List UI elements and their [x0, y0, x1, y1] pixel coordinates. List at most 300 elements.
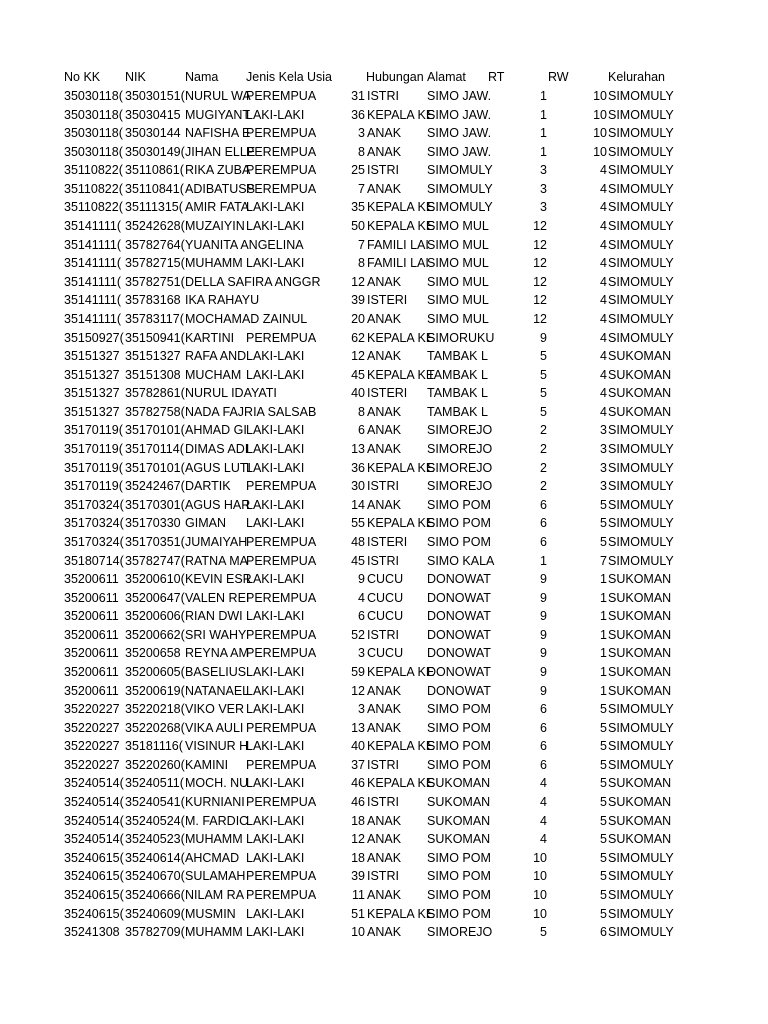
cell-no-kk[interactable]: 35240615(	[64, 850, 124, 865]
cell-jenis-kelamin[interactable]: PEREMPUA	[246, 534, 317, 549]
cell-nama[interactable]: NATANAEL	[185, 683, 250, 698]
cell-rt[interactable]: 9	[540, 683, 547, 698]
header-jenis-kelamin[interactable]: Jenis Kela	[246, 70, 304, 84]
cell-jenis-kelamin[interactable]: PEREMPUA	[246, 757, 317, 772]
cell-jenis-kelamin[interactable]: LAKI-LAKI	[246, 256, 305, 271]
cell-no-kk[interactable]: 35030118(	[64, 107, 123, 122]
cell-usia[interactable]: 35	[351, 200, 365, 215]
cell-alamat[interactable]: SIMO POM	[427, 850, 491, 865]
cell-usia[interactable]: 3	[358, 702, 365, 717]
cell-no-kk[interactable]: 35240514(	[64, 832, 124, 847]
cell-jenis-kelamin[interactable]: PEREMPUA	[246, 479, 317, 494]
cell-no-kk[interactable]: 35220227	[64, 757, 120, 772]
cell-alamat[interactable]: DONOWAT	[427, 683, 491, 698]
cell-rt[interactable]: 9	[540, 627, 547, 642]
cell-alamat[interactable]: SIMO JAW.	[427, 107, 492, 122]
cell-hubungan[interactable]: CUCU	[367, 572, 404, 587]
cell-rw[interactable]: 10	[593, 144, 607, 159]
cell-usia[interactable]: 46	[351, 776, 365, 791]
cell-usia[interactable]: 59	[351, 664, 365, 679]
cell-alamat[interactable]: SIMO POM	[427, 720, 491, 735]
cell-usia[interactable]: 8	[358, 256, 365, 271]
cell-rw[interactable]: 5	[600, 516, 607, 531]
cell-nik[interactable]: 35030151(	[125, 89, 185, 103]
cell-kelurahan[interactable]: SUKOMAN	[608, 683, 672, 698]
cell-usia[interactable]: 13	[351, 720, 365, 735]
cell-jenis-kelamin[interactable]	[246, 403, 307, 421]
header-usia[interactable]: Usia	[307, 70, 333, 84]
cell-rt[interactable]: 5	[540, 349, 547, 364]
cell-jenis-kelamin[interactable]: LAKI-LAKI	[246, 460, 305, 475]
cell-rt[interactable]: 5	[540, 404, 547, 419]
cell-usia[interactable]: 7	[358, 237, 365, 252]
cell-rt[interactable]: 1	[540, 107, 547, 122]
cell-no-kk[interactable]: 35141111(	[64, 274, 121, 289]
cell-kelurahan[interactable]: SIMOMULY	[608, 219, 674, 234]
cell-jenis-kelamin[interactable]: PEREMPUA	[246, 720, 317, 735]
cell-jenis-kelamin[interactable]: LAKI-LAKI	[246, 832, 305, 847]
cell-jenis-kelamin[interactable]: LAKI-LAKI	[246, 107, 305, 122]
cell-nik[interactable]: 35030144	[125, 126, 181, 141]
cell-nama[interactable]: AGUS LUTI	[185, 460, 251, 475]
cell-alamat[interactable]: SIMO POM	[427, 702, 491, 717]
cell-nik[interactable]: 35170101(	[125, 423, 185, 438]
cell-hubungan[interactable]: KEPALA KE	[367, 200, 435, 215]
cell-jenis-kelamin[interactable]: PEREMPUA	[246, 646, 317, 661]
cell-rw[interactable]: 5	[600, 813, 607, 828]
cell-nama[interactable]: KURNIANI	[185, 795, 245, 810]
cell-usia[interactable]: 50	[351, 219, 365, 234]
cell-nama[interactable]: JUMAIYAH	[185, 534, 248, 549]
cell-alamat[interactable]: TAMBAK L	[427, 386, 488, 401]
cell-alamat[interactable]: SIMO POM	[427, 739, 491, 754]
cell-nik[interactable]: 35170101(	[125, 460, 185, 475]
cell-rt[interactable]: 2	[540, 442, 547, 457]
cell-nama[interactable]: RAFA AND	[185, 349, 247, 364]
cell-no-kk[interactable]: 35240615(	[64, 887, 124, 902]
cell-alamat[interactable]: TAMBAK L	[427, 349, 488, 364]
cell-rw[interactable]: 10	[593, 126, 607, 141]
cell-kelurahan[interactable]: SIMOMULY	[608, 107, 674, 122]
cell-alamat[interactable]: SIMO JAW.	[427, 126, 492, 141]
cell-nama[interactable]: MUHAMM	[185, 832, 243, 847]
cell-rt[interactable]: 2	[540, 479, 547, 494]
cell-nama[interactable]: MUHAMM	[185, 925, 243, 940]
cell-no-kk[interactable]: 35240514(	[64, 795, 124, 810]
cell-rt[interactable]: 6	[540, 702, 547, 717]
cell-alamat[interactable]: SIMOMULY	[427, 181, 493, 196]
cell-hubungan[interactable]: FAMILI LAI	[367, 256, 429, 271]
cell-jenis-kelamin[interactable]: LAKI-LAKI	[246, 925, 305, 940]
cell-kelurahan[interactable]: SIMOMULY	[608, 460, 674, 475]
cell-no-kk[interactable]: 35200611	[64, 683, 119, 698]
cell-alamat[interactable]: SIMO POM	[427, 497, 491, 512]
cell-usia[interactable]: 11	[352, 887, 365, 902]
cell-no-kk[interactable]: 35151327	[64, 349, 120, 364]
cell-hubungan[interactable]: ANAK	[367, 832, 402, 847]
cell-nama[interactable]: MUGIYANT	[185, 107, 251, 122]
cell-nama[interactable]: AMIR FATA	[185, 200, 250, 215]
cell-jenis-kelamin[interactable]: PEREMPUA	[246, 627, 317, 642]
cell-alamat[interactable]: SIMOREJO	[427, 460, 493, 475]
cell-jenis-kelamin[interactable]: PEREMPUA	[246, 869, 317, 884]
cell-nama[interactable]: SRI WAHY	[185, 627, 247, 642]
cell-alamat[interactable]: SIMOMULY	[427, 200, 493, 215]
cell-nik[interactable]: 35200605(	[125, 664, 185, 679]
cell-usia[interactable]: 45	[351, 367, 365, 382]
cell-alamat[interactable]: TAMBAK L	[427, 404, 488, 419]
cell-nama[interactable]: REYNA AM	[185, 646, 249, 661]
cell-jenis-kelamin[interactable]: LAKI-LAKI	[246, 572, 305, 587]
cell-nik[interactable]: 35200658	[125, 646, 181, 661]
cell-nama[interactable]: MUCHAM	[185, 367, 242, 382]
cell-rt[interactable]: 1	[540, 553, 547, 568]
cell-usia[interactable]: 20	[351, 311, 365, 326]
cell-rw[interactable]: 4	[600, 367, 607, 382]
cell-alamat[interactable]: SIMO POM	[427, 906, 491, 921]
cell-kelurahan[interactable]: SIMOMULY	[608, 311, 674, 326]
cell-nik[interactable]: 35111315(	[125, 200, 183, 215]
cell-no-kk[interactable]: 35170119(	[64, 423, 123, 438]
cell-rt[interactable]: 3	[540, 163, 547, 178]
cell-rt[interactable]: 12	[533, 256, 547, 271]
cell-nik[interactable]: 35240511(	[125, 776, 184, 791]
cell-alamat[interactable]: SIMO POM	[427, 534, 491, 549]
cell-hubungan[interactable]: ANAK	[367, 181, 402, 196]
cell-nik[interactable]: 35782709(	[125, 925, 185, 940]
cell-rw[interactable]: 5	[600, 497, 607, 512]
cell-hubungan[interactable]: ISTRI	[367, 795, 399, 810]
cell-no-kk[interactable]: 35030118(	[64, 144, 123, 159]
cell-nama[interactable]: GIMAN	[185, 516, 226, 531]
cell-alamat[interactable]: DONOWAT	[427, 627, 491, 642]
cell-kelurahan[interactable]: SIMOMULY	[608, 869, 674, 884]
cell-rt[interactable]: 4	[540, 795, 547, 810]
cell-alamat[interactable]: SIMO POM	[427, 869, 491, 884]
cell-rw[interactable]: 10	[593, 89, 607, 103]
cell-jenis-kelamin[interactable]: LAKI-LAKI	[246, 497, 305, 512]
cell-hubungan[interactable]: CUCU	[367, 609, 404, 624]
cell-usia[interactable]: 10	[351, 925, 365, 940]
cell-no-kk[interactable]: 35200611	[64, 646, 119, 661]
cell-nama[interactable]: JIHAN ELLE	[185, 144, 256, 159]
cell-rw[interactable]: 4	[600, 219, 607, 234]
cell-hubungan[interactable]: KEPALA KE	[367, 460, 435, 475]
cell-rw[interactable]: 3	[600, 460, 607, 475]
cell-rt[interactable]: 6	[540, 497, 547, 512]
cell-kelurahan[interactable]: SIMOMULY	[608, 516, 674, 531]
cell-kelurahan[interactable]: SIMOMULY	[608, 553, 674, 568]
cell-nik[interactable]: 35782764(	[125, 237, 185, 252]
cell-jenis-kelamin[interactable]	[246, 291, 307, 309]
cell-hubungan[interactable]: ISTERI	[367, 386, 408, 401]
header-rt[interactable]: RT	[488, 70, 505, 84]
cell-kelurahan[interactable]: SUKOMAN	[608, 776, 672, 791]
cell-usia[interactable]: 14	[351, 497, 365, 512]
cell-nama[interactable]: KARTINI	[185, 330, 235, 345]
cell-alamat[interactable]: SIMO MUL	[427, 219, 489, 234]
cell-usia[interactable]: 8	[358, 404, 365, 419]
cell-kelurahan[interactable]: SUKOMAN	[608, 646, 672, 661]
cell-kelurahan[interactable]: SIMOMULY	[608, 850, 674, 865]
cell-hubungan[interactable]: ANAK	[367, 887, 402, 902]
cell-kelurahan[interactable]: SIMOMULY	[608, 181, 674, 196]
cell-usia[interactable]: 51	[351, 906, 365, 921]
cell-jenis-kelamin[interactable]: LAKI-LAKI	[246, 367, 305, 382]
cell-nik[interactable]: 35200647(	[125, 590, 185, 605]
cell-usia[interactable]: 39	[351, 293, 365, 308]
cell-rt[interactable]: 4	[540, 776, 547, 791]
cell-rw[interactable]: 1	[600, 572, 607, 587]
cell-nik[interactable]: 35170114(	[125, 442, 184, 457]
cell-usia[interactable]: 46	[351, 795, 365, 810]
cell-nik[interactable]: 35170351(	[125, 534, 185, 549]
cell-rw[interactable]: 4	[600, 237, 607, 252]
cell-kelurahan[interactable]: SIMOMULY	[608, 330, 674, 345]
cell-nama[interactable]: MOCHAMAD ZAINUL	[185, 311, 308, 326]
cell-jenis-kelamin[interactable]: LAKI-LAKI	[246, 776, 305, 791]
cell-nama[interactable]: RIKA ZUBA	[185, 163, 251, 178]
cell-no-kk[interactable]: 35240514(	[64, 776, 124, 791]
cell-rt[interactable]: 5	[540, 925, 547, 940]
cell-alamat[interactable]: SIMO MUL	[427, 274, 489, 289]
cell-jenis-kelamin[interactable]: PEREMPUA	[246, 144, 317, 159]
cell-kelurahan[interactable]: SUKOMAN	[608, 832, 672, 847]
header-kelurahan[interactable]: Kelurahan	[608, 70, 665, 84]
cell-usia[interactable]: 37	[351, 757, 365, 772]
cell-rt[interactable]: 2	[540, 460, 547, 475]
cell-kelurahan[interactable]: SIMOMULY	[608, 126, 674, 141]
cell-nik[interactable]: 35220218(	[125, 702, 185, 717]
cell-rt[interactable]: 9	[540, 572, 547, 587]
cell-no-kk[interactable]: 35030118(	[64, 126, 123, 141]
cell-hubungan[interactable]: KEPALA KE	[367, 516, 435, 531]
cell-usia[interactable]: 3	[358, 646, 365, 661]
cell-usia[interactable]: 25	[351, 163, 365, 178]
cell-kelurahan[interactable]: SUKOMAN	[608, 813, 672, 828]
cell-nama[interactable]: NAFISHA E	[185, 126, 251, 141]
cell-hubungan[interactable]: ISTRI	[367, 163, 399, 178]
cell-usia[interactable]: 7	[358, 181, 365, 196]
cell-hubungan[interactable]: ISTRI	[367, 869, 399, 884]
cell-kelurahan[interactable]: SIMOMULY	[608, 293, 674, 308]
cell-jenis-kelamin[interactable]: LAKI-LAKI	[246, 609, 305, 624]
cell-rt[interactable]: 10	[533, 906, 547, 921]
cell-kelurahan[interactable]: SIMOMULY	[608, 739, 674, 754]
cell-rw[interactable]: 4	[600, 256, 607, 271]
cell-nama[interactable]: KEVIN ESR	[185, 572, 252, 587]
cell-alamat[interactable]: SIMORUKU	[427, 330, 495, 345]
cell-nik[interactable]: 35220260(	[125, 757, 185, 772]
cell-rt[interactable]: 1	[540, 89, 547, 103]
cell-rw[interactable]: 5	[600, 906, 607, 921]
cell-rt[interactable]: 3	[540, 181, 547, 196]
cell-hubungan[interactable]: ISTERI	[367, 293, 408, 308]
cell-rt[interactable]: 9	[540, 330, 547, 345]
cell-nik[interactable]: 35240670(	[125, 869, 185, 884]
header-rw[interactable]: RW	[548, 70, 569, 84]
cell-rt[interactable]: 9	[540, 664, 547, 679]
cell-kelurahan[interactable]: SUKOMAN	[608, 404, 672, 419]
header-hubungan[interactable]: Hubungan	[366, 70, 424, 84]
cell-nama[interactable]: VIKA AULI	[185, 720, 244, 735]
cell-hubungan[interactable]: ANAK	[367, 349, 402, 364]
cell-nik[interactable]: 35151308	[125, 367, 181, 382]
cell-rw[interactable]: 4	[600, 274, 607, 289]
cell-rt[interactable]: 5	[540, 367, 547, 382]
cell-kelurahan[interactable]: SIMOMULY	[608, 144, 674, 159]
cell-nik[interactable]: 35110841(	[125, 181, 184, 196]
cell-rw[interactable]: 4	[600, 404, 607, 419]
cell-nik[interactable]: 35240609(	[125, 906, 185, 921]
cell-rt[interactable]: 6	[540, 720, 547, 735]
cell-nama[interactable]: AHCMAD	[185, 850, 240, 865]
cell-usia[interactable]: 55	[351, 516, 365, 531]
cell-usia[interactable]: 6	[358, 423, 365, 438]
cell-nik[interactable]: 35200610(	[125, 572, 185, 587]
cell-rt[interactable]: 4	[540, 813, 547, 828]
cell-jenis-kelamin[interactable]	[246, 236, 307, 254]
cell-kelurahan[interactable]: SIMOMULY	[608, 256, 674, 271]
cell-jenis-kelamin[interactable]: LAKI-LAKI	[246, 906, 305, 921]
cell-jenis-kelamin[interactable]: LAKI-LAKI	[246, 813, 305, 828]
cell-rw[interactable]: 3	[600, 479, 607, 494]
cell-alamat[interactable]: SIMO JAW.	[427, 89, 492, 103]
cell-nik[interactable]: 35240666(	[125, 887, 185, 902]
cell-no-kk[interactable]: 35200611	[64, 572, 119, 587]
cell-hubungan[interactable]: KEPALA KE	[367, 367, 435, 382]
cell-hubungan[interactable]: ANAK	[367, 813, 402, 828]
cell-no-kk[interactable]: 35141111(	[64, 311, 121, 326]
cell-no-kk[interactable]: 35110822(	[64, 200, 123, 215]
cell-nama[interactable]: M. FARDIC	[185, 813, 249, 828]
cell-no-kk[interactable]: 35200611	[64, 664, 119, 679]
cell-usia[interactable]: 40	[351, 739, 365, 754]
cell-no-kk[interactable]: 35220227	[64, 720, 120, 735]
cell-kelurahan[interactable]: SUKOMAN	[608, 795, 672, 810]
cell-kelurahan[interactable]: SIMOMULY	[608, 274, 674, 289]
cell-kelurahan[interactable]: SIMOMULY	[608, 720, 674, 735]
cell-rt[interactable]: 9	[540, 590, 547, 605]
cell-nama[interactable]: SULAMAH	[185, 869, 246, 884]
cell-jenis-kelamin[interactable]: LAKI-LAKI	[246, 349, 305, 364]
cell-no-kk[interactable]: 35030118(	[64, 89, 123, 103]
cell-kelurahan[interactable]: SIMOMULY	[608, 497, 674, 512]
cell-jenis-kelamin[interactable]	[246, 273, 307, 291]
cell-nik[interactable]: 35170301(	[125, 497, 185, 512]
cell-hubungan[interactable]: ANAK	[367, 683, 402, 698]
cell-nik[interactable]: 35240614(	[125, 850, 185, 865]
cell-nik[interactable]: 35170330	[125, 516, 181, 531]
cell-jenis-kelamin[interactable]: PEREMPUA	[246, 795, 317, 810]
cell-alamat[interactable]: SIMO MUL	[427, 256, 489, 271]
cell-no-kk[interactable]: 35150927(	[64, 330, 124, 345]
cell-nama[interactable]: MUHAMM	[185, 256, 243, 271]
cell-alamat[interactable]: SUKOMAN	[427, 776, 491, 791]
cell-rw[interactable]: 5	[600, 795, 607, 810]
cell-kelurahan[interactable]: SIMOMULY	[608, 89, 674, 103]
cell-rw[interactable]: 3	[600, 442, 607, 457]
cell-no-kk[interactable]: 35110822(	[64, 181, 123, 196]
cell-nik[interactable]: 35151327	[125, 349, 181, 364]
cell-no-kk[interactable]: 35170324(	[64, 516, 124, 531]
cell-no-kk[interactable]: 35200611	[64, 627, 119, 642]
cell-kelurahan[interactable]: SIMOMULY	[608, 423, 674, 438]
cell-alamat[interactable]: SIMOREJO	[427, 442, 493, 457]
cell-nama[interactable]: YUANITA ANGELINA	[185, 237, 304, 252]
cell-rw[interactable]: 4	[600, 200, 607, 215]
cell-nik[interactable]: 35783117(	[125, 311, 184, 326]
cell-usia[interactable]: 8	[358, 144, 365, 159]
cell-alamat[interactable]: DONOWAT	[427, 646, 491, 661]
cell-nama[interactable]: DIMAS ADI	[185, 442, 249, 457]
cell-rw[interactable]: 4	[600, 349, 607, 364]
cell-usia[interactable]: 31	[351, 89, 365, 103]
cell-jenis-kelamin[interactable]: LAKI-LAKI	[246, 739, 305, 754]
cell-usia[interactable]: 45	[351, 553, 365, 568]
cell-jenis-kelamin[interactable]: PEREMPUA	[246, 163, 317, 178]
cell-no-kk[interactable]: 35240615(	[64, 906, 124, 921]
cell-kelurahan[interactable]: SIMOMULY	[608, 887, 674, 902]
cell-rt[interactable]: 12	[533, 219, 547, 234]
cell-rw[interactable]: 1	[600, 609, 607, 624]
cell-rt[interactable]: 9	[540, 646, 547, 661]
cell-kelurahan[interactable]: SUKOMAN	[608, 386, 672, 401]
cell-alamat[interactable]: DONOWAT	[427, 590, 491, 605]
cell-no-kk[interactable]: 35141111(	[64, 219, 121, 234]
cell-nik[interactable]: 35240524(	[125, 813, 185, 828]
cell-usia[interactable]: 40	[351, 386, 365, 401]
cell-nama[interactable]: NADA FAJRIA SALSAB	[185, 404, 317, 419]
cell-nik[interactable]: 35110861(	[125, 163, 184, 178]
cell-rt[interactable]: 5	[540, 386, 547, 401]
cell-rt[interactable]: 9	[540, 609, 547, 624]
cell-usia[interactable]: 12	[351, 683, 365, 698]
header-no-kk[interactable]: No KK	[64, 70, 101, 84]
cell-no-kk[interactable]: 35220227	[64, 702, 120, 717]
cell-kelurahan[interactable]: SIMOMULY	[608, 925, 674, 940]
cell-no-kk[interactable]: 35110822(	[64, 163, 123, 178]
cell-nama[interactable]: NILAM RA	[185, 887, 245, 902]
cell-usia[interactable]: 62	[351, 330, 365, 345]
cell-nik[interactable]: 35782758(	[125, 404, 185, 419]
cell-hubungan[interactable]: ANAK	[367, 274, 402, 289]
cell-rt[interactable]: 4	[540, 832, 547, 847]
cell-no-kk[interactable]: 35170119(	[64, 479, 123, 494]
cell-nama[interactable]: MUZAIYIN	[185, 219, 245, 234]
cell-rt[interactable]: 6	[540, 534, 547, 549]
cell-hubungan[interactable]: KEPALA KE	[367, 330, 435, 345]
cell-rw[interactable]: 4	[600, 163, 607, 178]
cell-nama[interactable]: DARTIK	[185, 479, 231, 494]
cell-rw[interactable]: 10	[593, 107, 607, 122]
cell-rt[interactable]: 2	[540, 423, 547, 438]
cell-jenis-kelamin[interactable]	[246, 310, 307, 328]
cell-kelurahan[interactable]: SUKOMAN	[608, 627, 672, 642]
cell-nik[interactable]: 35030415	[125, 107, 181, 122]
cell-no-kk[interactable]: 35170324(	[64, 497, 124, 512]
cell-nik[interactable]: 35782715(	[125, 256, 185, 271]
cell-rw[interactable]: 5	[600, 739, 607, 754]
cell-nik[interactable]: 35242467(	[125, 479, 185, 494]
cell-rw[interactable]: 4	[600, 181, 607, 196]
cell-jenis-kelamin[interactable]: LAKI-LAKI	[246, 516, 305, 531]
cell-kelurahan[interactable]: SUKOMAN	[608, 349, 672, 364]
cell-usia[interactable]: 30	[351, 479, 365, 494]
cell-jenis-kelamin[interactable]: PEREMPUA	[246, 126, 317, 141]
cell-rw[interactable]: 4	[600, 386, 607, 401]
cell-usia[interactable]: 12	[351, 832, 365, 847]
